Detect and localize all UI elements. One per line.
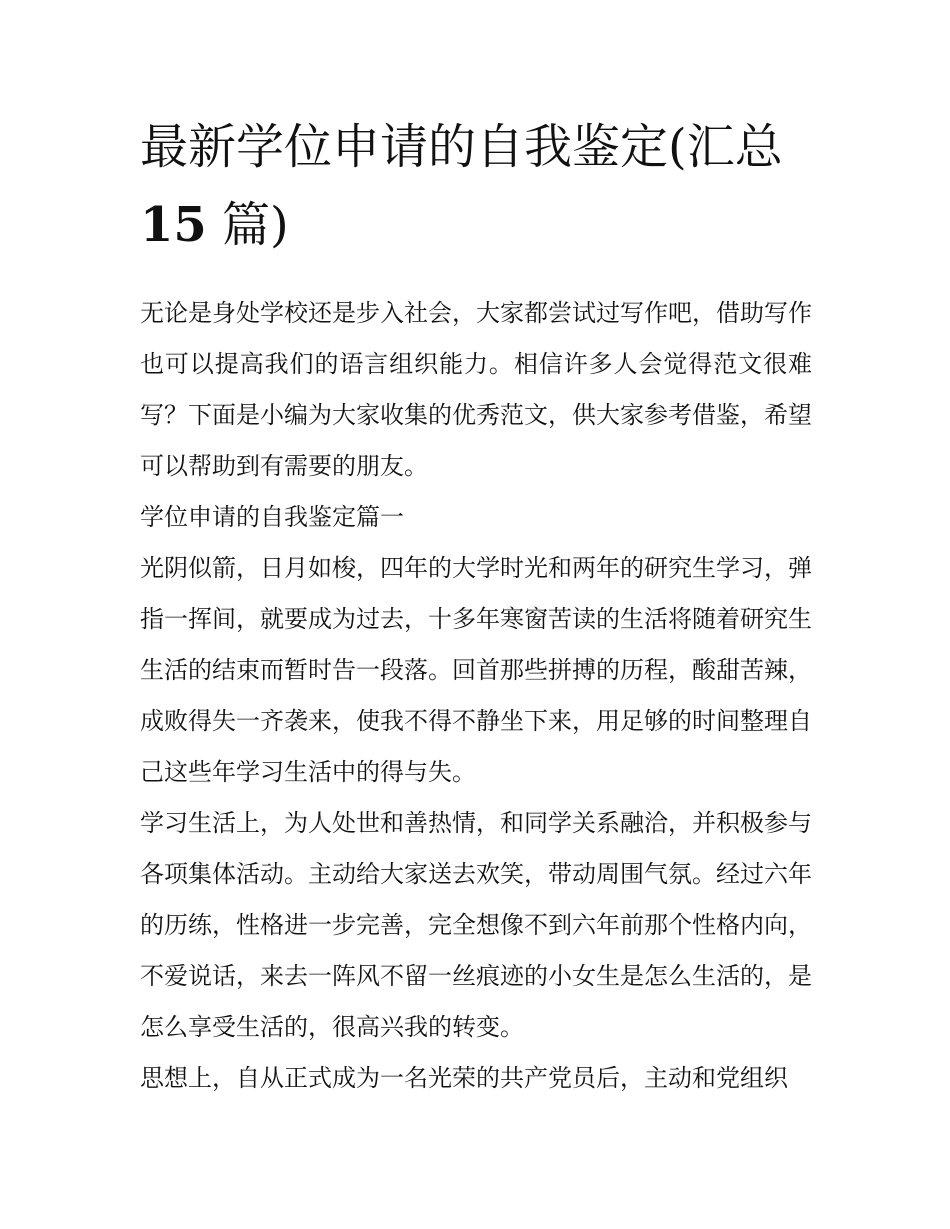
- intro-paragraph: 无论是身处学校还是步入社会，大家都尝试过写作吧，借助写作也可以提高我们的语言组织能力。相信许多人会觉得范文很难写？下面是小编为大家收集的优秀范文，供大家参考借鉴，希望可以帮助到有需要的朋友。: [140, 299, 812, 480]
- document-title: [140, 108, 812, 264]
- title-text-part2: 篇): [206, 197, 289, 253]
- body-paragraph: 思想上，自从正式成为一名光荣的共产党员后，主动和党组织: [140, 1064, 788, 1092]
- title-text-part1: 最新学位申请的自我鉴定(汇总: [140, 119, 783, 175]
- title-count: 15: [140, 197, 207, 253]
- body-paragraph: 学习生活上，为人处世和善热情，和同学关系融洽，并积极参与各项集体活动。主动给大家送去欢笑，带动周围气氛。经过六年的历练，性格进一步完善，完全想像不到六年前那个性格内向，不爱说话，来去一阵风不留一丝痕迹的小女生是怎么生活的，是怎么享受生活的，很高兴我的转变。: [140, 809, 812, 1041]
- document-page: [140, 108, 812, 1104]
- section-heading: 学位申请的自我鉴定篇一: [140, 503, 404, 531]
- document-body: [140, 288, 812, 1104]
- body-paragraph: 光阴似箭，日月如梭，四年的大学时光和两年的研究生学习，弹指一挥间，就要成为过去，十多年寒窗苦读的生活将随着研究生生活的结束而暂时告一段落。回首那些拼搏的历程，酸甜苦辣，成败得失一齐袭来，使我不得不静坐下来，用足够的时间整理自己这些年学习生活中的得与失。: [140, 554, 812, 786]
